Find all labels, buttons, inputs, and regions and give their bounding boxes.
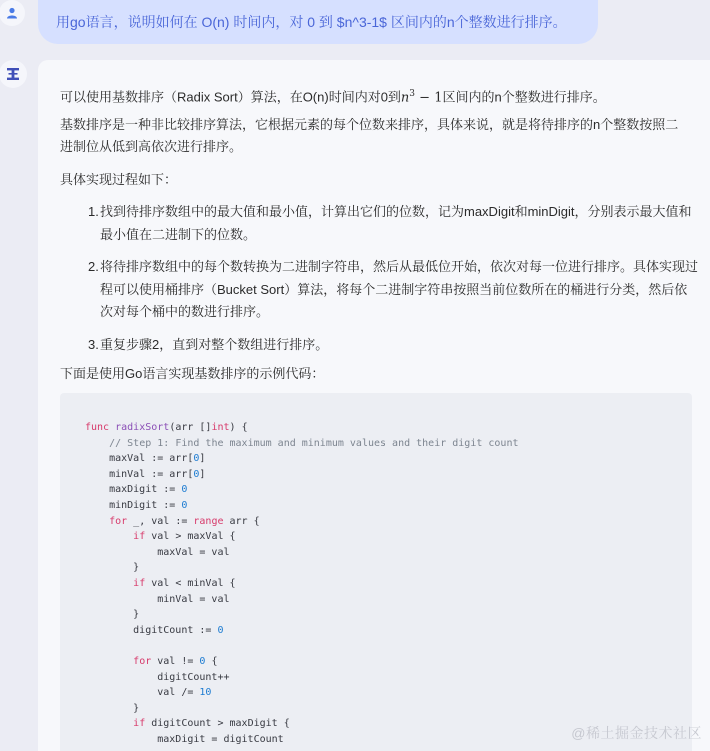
user-message-bubble: [38, 0, 598, 44]
assistant-message-card: [38, 60, 710, 751]
code-line: }: [85, 702, 140, 714]
math-minus-one: − 1: [415, 90, 443, 106]
code-line: if digitCount > maxDigit {: [133, 718, 290, 730]
code-line: maxVal := arr[0]: [85, 453, 206, 465]
code-line: val /= 10: [85, 687, 212, 699]
code-line: digitCount++: [85, 671, 230, 683]
code-line: // Step 1: Find the maximum and minimum values and their digit count: [109, 437, 519, 449]
code-line: minVal = val: [85, 593, 230, 605]
code-intro-paragraph: 下面是使用Go语言实现基数排序的示例代码：: [60, 366, 325, 381]
code-line: }: [85, 562, 140, 574]
step-text: 找到待排序数组中的最大值和最小值，计算出它们的位数，记为maxDigit和minDigit，分别表示最大值和最小值在二进制下的位数。: [100, 204, 692, 242]
answer-intro-paragraph: [60, 83, 680, 109]
step-text: 重复步骤2，直到对整个数组进行排序。: [100, 336, 329, 352]
math-exponent: 3: [409, 89, 416, 99]
code-line: if val < minVal {: [133, 577, 236, 589]
step-text: 将待排序数组中的每个数转换为二进制字符串，然后从最低位开始，依次对每一位进行排序。具体实现过程可以使用桶排序（Bucket Sort）算法，将每个二进制字符串按照当前位数所在的桶进行分类，然后依次对每个桶中的数进行排序。: [100, 259, 699, 319]
user-icon: [6, 7, 18, 19]
intro-text-after: 区间内的n个整数进行排序。: [442, 89, 606, 105]
code-block[interactable]: [60, 393, 692, 751]
ai-logo-icon: [6, 67, 20, 81]
step-item: [88, 201, 698, 246]
watermark: @稀土掘金技术社区: [571, 725, 702, 741]
code-line: for _, val := range arr {: [109, 515, 260, 527]
code-line: [85, 638, 692, 654]
intro-text-before: 可以使用基数排序（Radix Sort）算法，在O(n)时间内对0到: [60, 89, 401, 105]
code-line: digitCount := 0: [85, 624, 224, 636]
code-line: minDigit := 0: [85, 499, 188, 511]
code-line: if val > maxVal {: [133, 531, 236, 543]
radix-explanation-paragraph: 基数排序是一种非比较排序算法，它根据元素的每个位数来排序，具体来说，就是将待排序的n个整数按照二进制位从低到高依次进行排序。: [60, 117, 679, 154]
step-number: 1.: [88, 204, 99, 219]
step-number: 2.: [88, 259, 99, 274]
user-avatar: [0, 0, 25, 26]
steps-list: [88, 201, 698, 366]
code-line: maxDigit = digitCount: [85, 733, 284, 745]
step-item: [88, 334, 698, 357]
code-line: func radixSort(arr []int) {: [85, 422, 248, 433]
assistant-avatar: [0, 60, 27, 88]
code-line: minVal := arr[0]: [85, 468, 206, 480]
step-number: 3.: [88, 336, 99, 352]
user-message-text: 用go语言，说明如何在 O(n) 时间内，对 0 到 $n^3-1$ 区间内的n个整数进行排序。: [56, 14, 567, 30]
code-line: }: [85, 609, 140, 621]
steps-heading: 具体实现过程如下：: [60, 172, 178, 187]
math-n: n: [400, 90, 410, 106]
code-line: maxVal = val: [85, 546, 230, 558]
code-line: maxDigit := 0: [85, 484, 188, 496]
step-item: [88, 256, 698, 324]
code-line: for val != 0 {: [133, 655, 218, 667]
